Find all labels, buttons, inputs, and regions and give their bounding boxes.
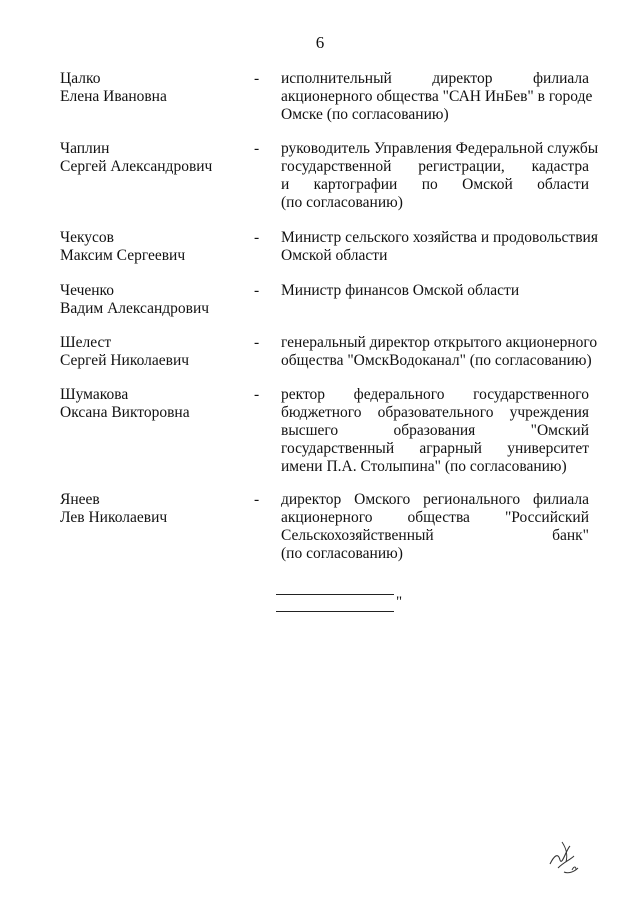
handwritten-signature xyxy=(540,832,590,882)
last-name: Шелест xyxy=(60,334,112,351)
person-name xyxy=(60,282,240,318)
first-patronymic: Максим Сергеевич xyxy=(60,247,186,264)
description-line: ректор федерального государственного xyxy=(281,386,589,403)
last-name: Чаплин xyxy=(60,140,110,157)
person-name xyxy=(60,140,240,176)
person-name xyxy=(60,334,240,370)
dash-separator: - xyxy=(254,229,260,246)
first-patronymic: Елена Ивановна xyxy=(60,88,167,105)
separator-line xyxy=(276,611,394,612)
description-line: Омской области xyxy=(281,247,388,264)
person-name xyxy=(60,491,240,527)
closing-lines xyxy=(276,585,416,625)
first-patronymic: Сергей Александрович xyxy=(60,158,213,175)
position-description xyxy=(281,282,589,300)
description-line: высшего образования "Омский xyxy=(281,422,589,439)
description-line: Сельскохозяйственный банк" xyxy=(281,527,589,544)
closing-quote-mark: " xyxy=(396,594,403,610)
description-line: руководитель Управления Федеральной службы xyxy=(281,140,599,157)
position-description xyxy=(281,70,593,124)
page-number: 6 xyxy=(315,33,325,52)
description-line: директор Омского регионального филиала xyxy=(281,491,589,508)
position-description xyxy=(281,386,589,476)
first-patronymic: Вадим Александрович xyxy=(60,300,210,317)
description-line: Министр сельского хозяйства и продовольствия xyxy=(281,229,598,246)
description-line: государственный аграрный университет xyxy=(281,440,589,457)
last-name: Цалко xyxy=(60,70,101,87)
description-line: и картографии по Омской области xyxy=(281,176,589,193)
separator-line xyxy=(276,594,394,595)
description-line: бюджетного образовательного учреждения xyxy=(281,404,589,421)
last-name: Янеев xyxy=(60,491,100,508)
position-description xyxy=(281,229,598,265)
dash-separator: - xyxy=(254,70,260,87)
description-line: Министр финансов Омской области xyxy=(281,282,520,299)
first-patronymic: Оксана Викторовна xyxy=(60,404,190,421)
dash-separator: - xyxy=(254,140,260,157)
description-line: акционерного общества "Российский xyxy=(281,509,589,526)
description-line: (по согласованию) xyxy=(281,545,403,562)
person-name xyxy=(60,70,240,106)
description-line: исполнительный директор филиала xyxy=(281,70,589,87)
last-name: Шумакова xyxy=(60,386,129,403)
position-description xyxy=(281,334,598,370)
last-name: Чекусов xyxy=(60,229,114,246)
description-line: Омске (по согласованию) xyxy=(281,106,449,123)
description-line: акционерного общества "САН ИнБев" в городе xyxy=(281,88,593,105)
description-line: общества "ОмскВодоканал" (по согласованию) xyxy=(281,352,592,369)
last-name: Чеченко xyxy=(60,282,115,299)
person-name xyxy=(60,386,240,422)
description-line: генеральный директор открытого акционерного xyxy=(281,334,598,351)
dash-separator: - xyxy=(254,334,260,351)
dash-separator: - xyxy=(254,282,260,299)
description-line: (по согласованию) xyxy=(281,194,403,211)
dash-separator: - xyxy=(254,491,260,508)
dash-separator: - xyxy=(254,386,260,403)
position-description xyxy=(281,140,599,212)
first-patronymic: Лев Николаевич xyxy=(60,509,168,526)
person-name xyxy=(60,229,240,265)
first-patronymic: Сергей Николаевич xyxy=(60,352,190,369)
description-line: государственной регистрации, кадастра xyxy=(281,158,589,175)
position-description xyxy=(281,491,589,563)
description-line: имени П.А. Столыпина" (по согласованию) xyxy=(281,458,567,475)
